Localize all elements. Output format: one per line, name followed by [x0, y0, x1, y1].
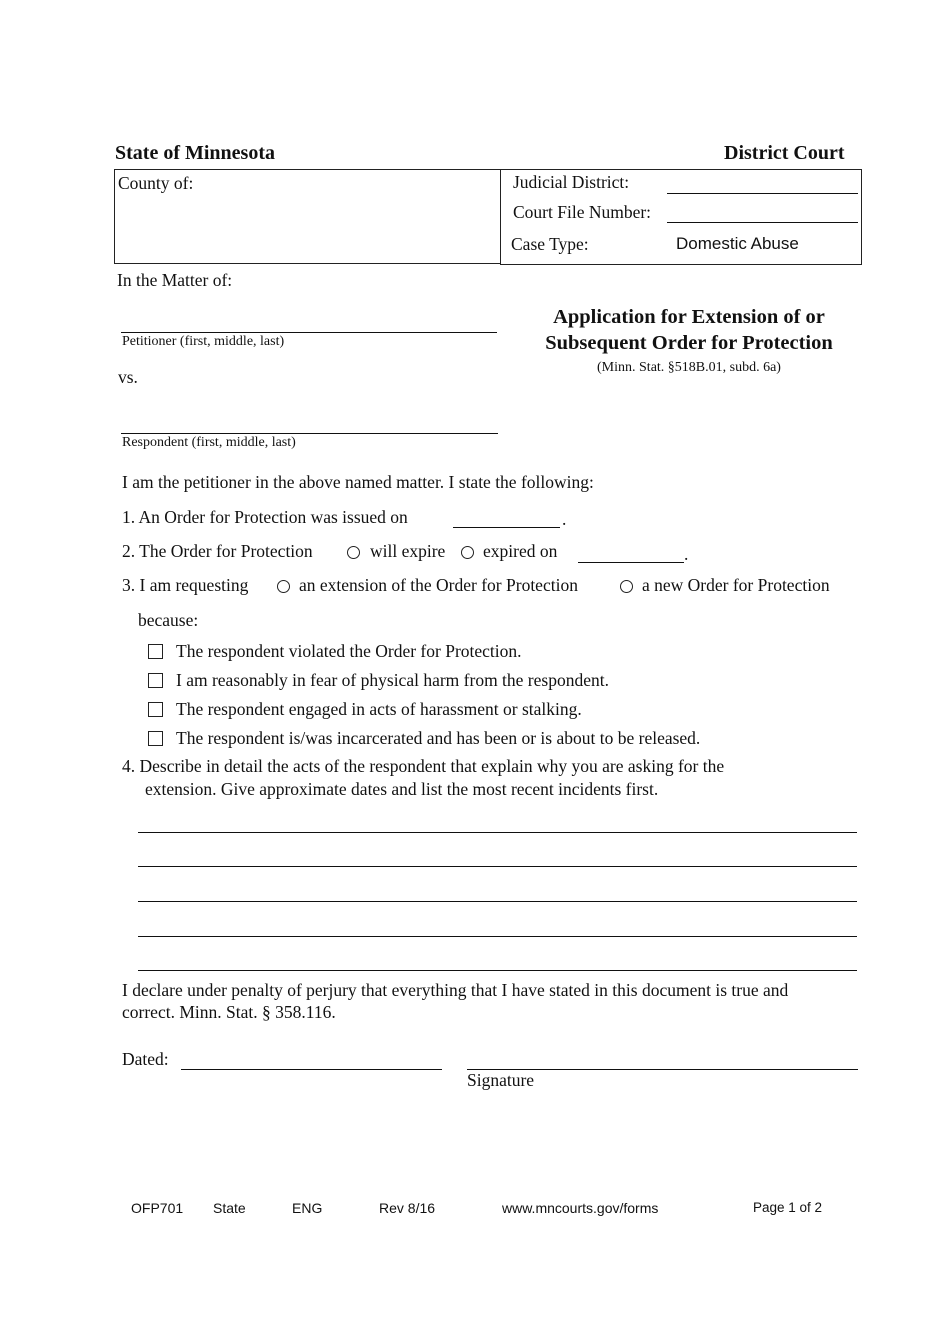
reason-incarcerated-label: The respondent is/was incarcerated and has been or is about to be released. [176, 728, 701, 748]
will-expire-radio[interactable] [347, 546, 360, 559]
judicial-district-label: Judicial District: [513, 172, 630, 192]
declaration-line2: correct. Minn. Stat. § 358.116. [122, 1002, 336, 1022]
issued-date-field[interactable] [453, 527, 560, 528]
petitioner-name-field[interactable] [121, 332, 497, 333]
versus-label: vs. [118, 367, 138, 387]
item3-text: 3. I am requesting [122, 575, 249, 595]
description-line-3[interactable] [138, 901, 857, 902]
reason-incarcerated-checkbox[interactable] [148, 731, 163, 746]
declaration-line1: I declare under penalty of perjury that everything that I have stated in this document is true and [122, 980, 789, 1000]
county-label: County of: [118, 173, 194, 193]
description-line-5[interactable] [138, 970, 857, 971]
expired-on-radio[interactable] [461, 546, 474, 559]
signature-label: Signature [467, 1070, 535, 1090]
description-line-2[interactable] [138, 866, 857, 867]
dated-label: Dated: [122, 1049, 169, 1069]
reason-violated-label: The respondent violated the Order for Protection. [176, 641, 522, 661]
dated-field[interactable] [181, 1069, 442, 1070]
reason-harassment-label: The respondent engaged in acts of harassment or stalking. [176, 699, 582, 719]
item1-period: . [562, 509, 567, 529]
description-line-1[interactable] [138, 832, 857, 833]
will-expire-label: will expire [370, 541, 446, 561]
respondent-label: Respondent (first, middle, last) [122, 435, 296, 450]
footer-form-id: OFP701 [131, 1200, 184, 1216]
court-heading: District Court [724, 142, 845, 164]
expiration-date-field[interactable] [578, 562, 684, 563]
extension-radio[interactable] [277, 580, 290, 593]
respondent-name-field[interactable] [121, 433, 498, 434]
case-type-value: Domestic Abuse [676, 234, 799, 253]
form-statute: (Minn. Stat. §518B.01, subd. 6a) [597, 360, 781, 375]
petitioner-label: Petitioner (first, middle, last) [122, 334, 285, 349]
reason-harassment-checkbox[interactable] [148, 702, 163, 717]
because-label: because: [138, 610, 199, 630]
matter-label: In the Matter of: [117, 270, 233, 290]
item2-period: . [684, 544, 689, 564]
state-heading: State of Minnesota [115, 142, 275, 164]
extension-label: an extension of the Order for Protection [299, 575, 578, 595]
court-file-number-label: Court File Number: [513, 202, 652, 222]
expired-on-label: expired on [483, 541, 558, 561]
reason-fear-checkbox[interactable] [148, 673, 163, 688]
item1-text: 1. An Order for Protection was issued on [122, 507, 408, 527]
new-order-label: a new Order for Protection [642, 575, 830, 595]
item2-text: 2. The Order for Protection [122, 541, 313, 561]
footer-language: ENG [292, 1200, 323, 1216]
new-order-radio[interactable] [620, 580, 633, 593]
footer-url[interactable]: www.mncourts.gov/forms [502, 1200, 659, 1216]
court-file-number-field[interactable] [667, 222, 858, 223]
form-title-line2: Subsequent Order for Protection [545, 332, 833, 354]
reason-violated-checkbox[interactable] [148, 644, 163, 659]
intro-text: I am the petitioner in the above named matter. I state the following: [122, 472, 594, 492]
item4-line1: 4. Describe in detail the acts of the respondent that explain why you are asking for the [122, 756, 725, 776]
reason-fear-label: I am reasonably in fear of physical harm from the respondent. [176, 670, 609, 690]
item4-line2: extension. Give approximate dates and list the most recent incidents first. [145, 779, 659, 799]
case-type-label: Case Type: [511, 234, 589, 254]
description-line-4[interactable] [138, 936, 857, 937]
form-title-line1: Application for Extension of or [553, 306, 825, 328]
footer-revision: Rev 8/16 [379, 1200, 436, 1216]
footer-jurisdiction: State [213, 1200, 246, 1216]
judicial-district-field[interactable] [667, 193, 858, 194]
footer-page: Page 1 of 2 [753, 1200, 823, 1215]
